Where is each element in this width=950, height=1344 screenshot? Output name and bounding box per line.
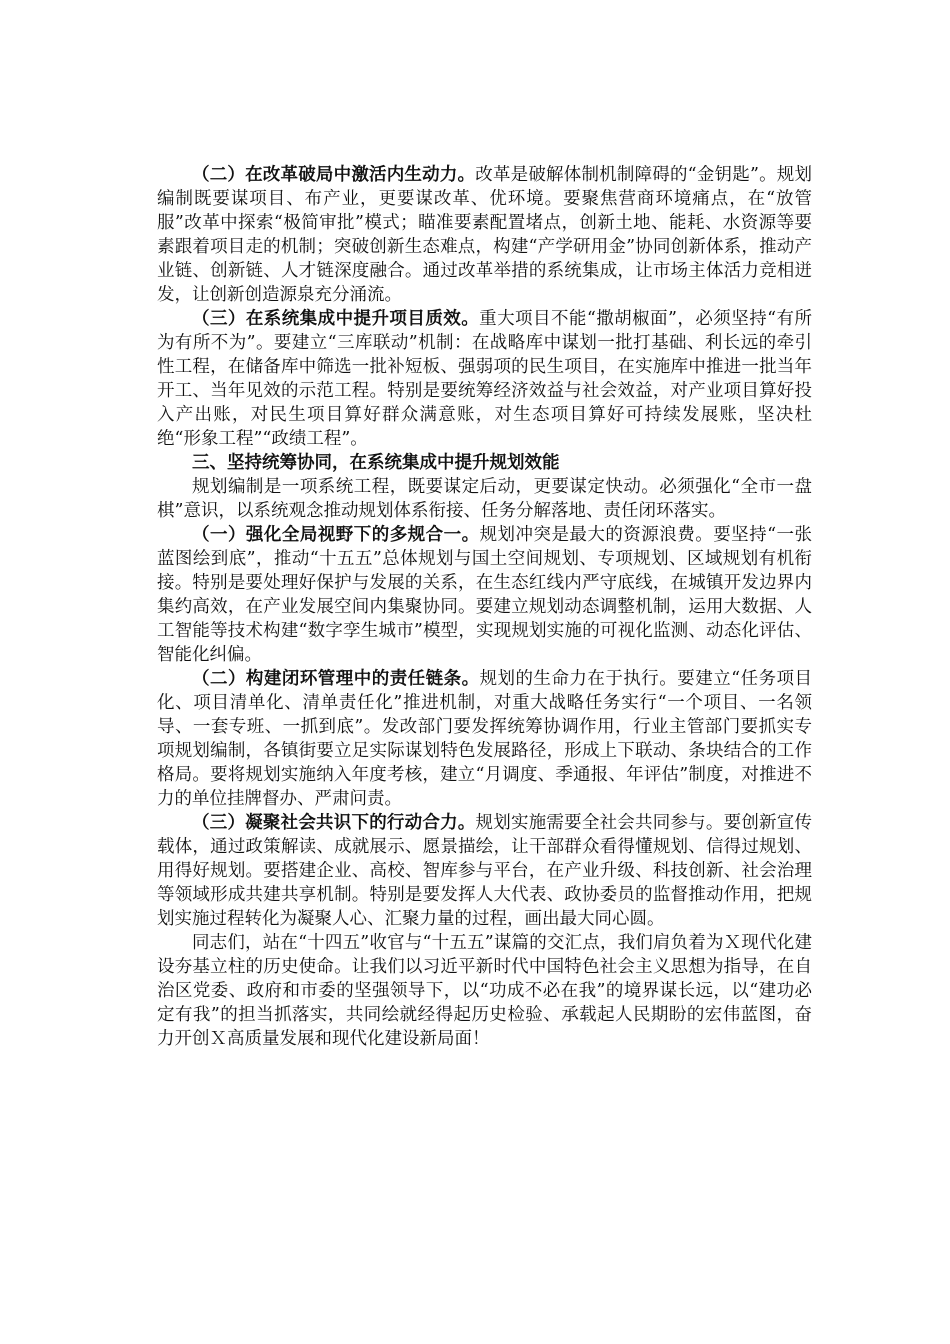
- paragraph-lead: （二）构建闭环管理中的责任链条。: [192, 669, 480, 689]
- paragraph-body: 改革是破解体制机制障碍的“金钥匙”。规划编制既要谋项目、布产业，更要谋改革、优环境。要聚焦营商环境痛点，在“放管服”改革中探索“极简审批”模式；瞄准要素配置堵点，创新土地、能耗、水资源等要素跟着项目走的机制；突破创新生态难点，构建“产学研用金”协同创新体系，推动产业链、创新链、人才链深度融合。通过改革举措的系统集成，让市场主体活力竞相迸发，让创新创造源泉充分涌流。: [157, 165, 812, 305]
- paragraph-reform: [157, 163, 812, 307]
- document-page: [157, 163, 812, 1051]
- paragraph-body: 规划实施需要全社会共同参与。要创新宣传载体，通过政策解读、成就展示、愿景描绘，让干部群众看得懂规划、信得过规划、用得好规划。要搭建企业、高校、智库参与平台，在产业升级、科技创新、社会治理等领域形成共建共享机制。特别是要发挥人大代表、政协委员的监督推动作用，把规划实施过程转化为凝聚人心、汇聚力量的过程，画出最大同心圆。: [157, 813, 813, 929]
- paragraph-body: 同志们，站在“十四五”收官与“十五五”谋篇的交汇点，我们肩负着为Ｘ现代化建设夯基立柱的历史使命。让我们以习近平新时代中国特色社会主义思想为指导，在自治区党委、政府和市委的坚强领导下，以“功成不必在我”的境界谋长远，以“建功必定有我”的担当抓落实，共同绘就经得起历史检验、承载起人民期盼的宏伟蓝图，奋力开创Ｘ高质量发展和现代化建设新局面！: [157, 933, 812, 1049]
- paragraph-lead: （一）强化全局视野下的多规合一。: [192, 525, 480, 545]
- paragraph-lead: （二）在改革破局中激活内生动力。: [192, 165, 476, 185]
- paragraph-lead: （三）在系统集成中提升项目质效。: [192, 309, 480, 329]
- paragraph-closing: [157, 931, 812, 1051]
- paragraph-body: 重大项目不能“撒胡椒面”，必须坚持“有所为有所不为”。要建立“三库联动”机制：在战略库中谋划一批打基础、利长远的牵引性工程，在储备库中筛选一批补短板、强弱项的民生项目，在实施库中推进一批当年开工、当年见效的示范工程。特别是要统筹经济效益与社会效益，对产业项目算好投入产出账，对民生项目算好群众满意账，对生态项目算好可持续发展账，坚决杜绝“形象工程”“政绩工程”。: [157, 309, 812, 449]
- paragraph-consensus: [157, 811, 812, 931]
- paragraph-projects: [157, 307, 812, 451]
- paragraph-responsibility: [157, 667, 812, 811]
- paragraph-body: 规划的生命力在于执行。要建立“任务项目化、项目清单化、清单责任化”推进机制，对重大战略任务实行“一个项目、一名领导、一套专班、一抓到底”。发改部门要发挥统筹协调作用，行业主管部门要抓实专项规划编制，各镇街要立足实际谋划特色发展路径，形成上下联动、条块结合的工作格局。要将规划实施纳入年度考核，建立“月调度、季通报、年评估”制度，对推进不力的单位挂牌督办、严肃问责。: [157, 669, 813, 809]
- section-heading: 三、坚持统筹协同，在系统集成中提升规划效能: [192, 453, 560, 473]
- paragraph-multi-plan: [157, 523, 812, 667]
- paragraph-section-intro: [157, 475, 812, 523]
- paragraph-body: 规划冲突是最大的资源浪费。要坚持“一张蓝图绘到底”，推动“十五五”总体规划与国土空间规划、专项规划、区域规划有机衔接。特别是要处理好保护与发展的关系，在生态红线内严守底线，在城镇开发边界内集约高效，在产业发展空间内集聚协同。要建立规划动态调整机制，运用大数据、人工智能等技术构建“数字孪生城市”模型，实现规划实施的可视化监测、动态化评估、智能化纠偏。: [157, 525, 813, 665]
- paragraph-lead: （三）凝聚社会共识下的行动合力。: [192, 813, 476, 833]
- paragraph-body: 规划编制是一项系统工程，既要谋定后动，更要谋定快动。必须强化“全市一盘棋”意识，以系统观念推动规划体系衔接、任务分解落地、责任闭环落实。: [157, 477, 812, 521]
